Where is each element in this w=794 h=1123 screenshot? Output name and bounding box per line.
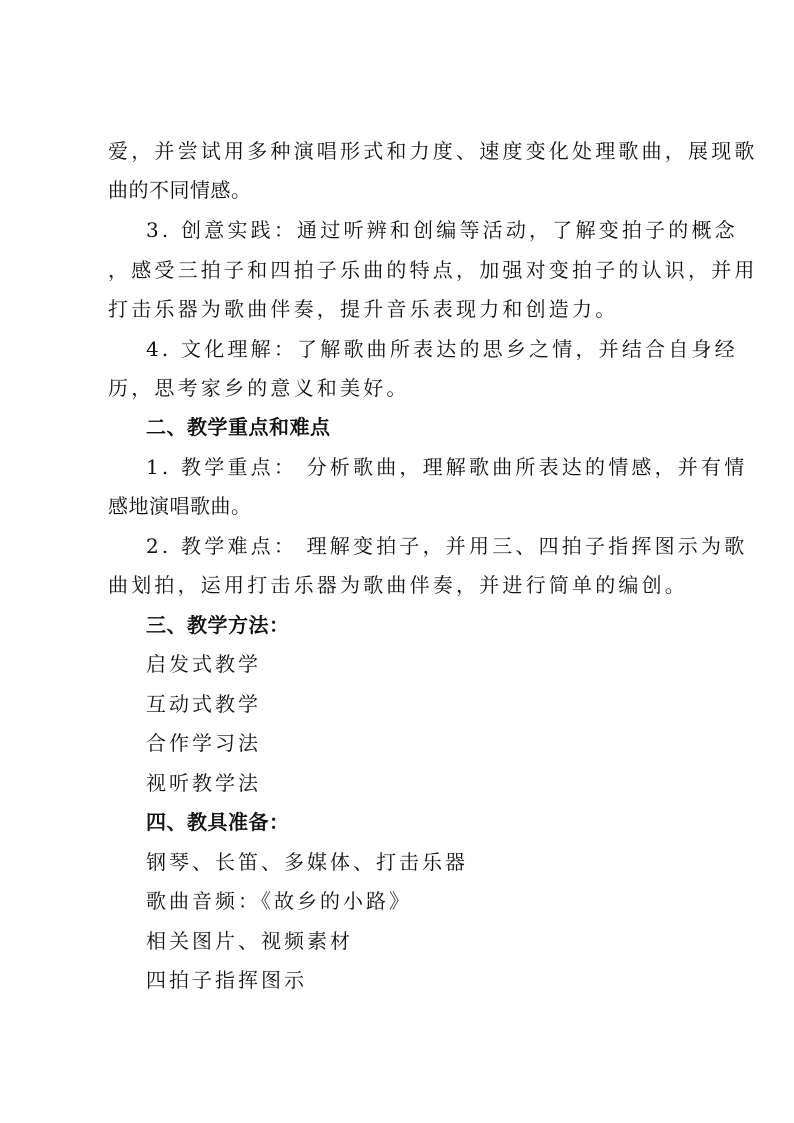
paragraph-line: 历，思考家乡的意义和美好。 (108, 376, 410, 400)
list-item-creative-practice: 3. 创意实践：通过听辨和创编等活动，了解变拍子的概念 (146, 218, 738, 242)
paragraph-line: 爱，并尝试用多种演唱形式和力度、速度变化处理歌曲，展现歌 (108, 139, 758, 163)
paragraph-line: 曲的不同情感。 (108, 178, 252, 202)
list-item: 视听教学法 (146, 771, 261, 795)
list-item-teaching-focus: 1. 教学重点： 分析歌曲，理解歌曲所表达的情感，并有情 (146, 455, 748, 479)
list-item: 四拍子指挥图示 (146, 968, 307, 992)
list-item: 钢琴、长笛、多媒体、打击乐器 (146, 850, 468, 874)
section-heading-methods: 三、教学方法： (146, 613, 290, 637)
list-item: 互动式教学 (146, 692, 261, 716)
section-heading-key-points: 二、教学重点和难点 (146, 415, 331, 439)
paragraph-line: 感地演唱歌曲。 (108, 494, 252, 518)
list-item: 启发式教学 (146, 652, 261, 676)
paragraph-line: 曲划拍，运用打击乐器为歌曲伴奏，并进行简单的编创。 (108, 573, 688, 597)
list-item-teaching-difficulty: 2. 教学难点： 理解变拍子，并用三、四拍子指挥图示为歌 (146, 534, 748, 558)
list-item: 歌曲音频：《故乡的小路》 (146, 889, 412, 913)
paragraph-line: 打击乐器为歌曲伴奏，提升音乐表现力和创造力。 (108, 297, 619, 321)
section-heading-materials: 四、教具准备： (146, 810, 290, 834)
list-item-cultural-understanding: 4. 文化理解：了解歌曲所表达的思乡之情，并结合自身经 (146, 337, 738, 361)
list-item: 合作学习法 (146, 731, 261, 755)
paragraph-line: ，感受三拍子和四拍子乐曲的特点，加强对变拍子的认识，并用 (108, 258, 758, 282)
list-item: 相关图片、视频素材 (146, 929, 353, 953)
